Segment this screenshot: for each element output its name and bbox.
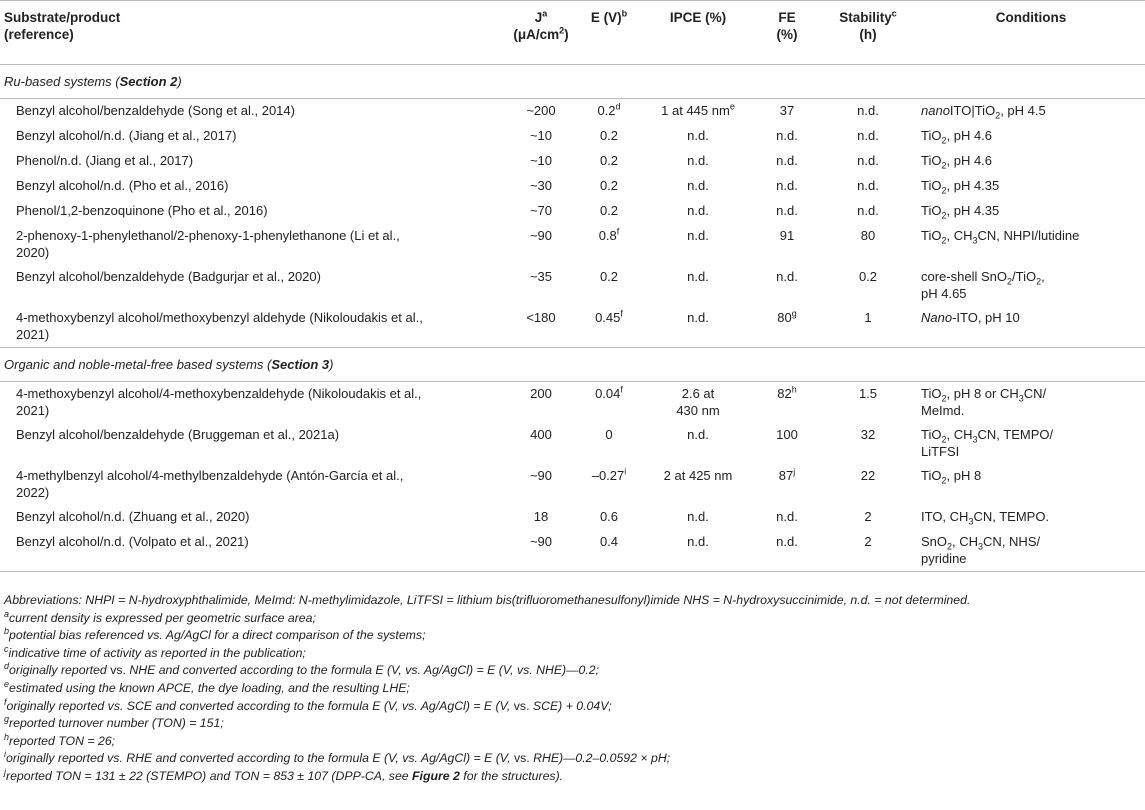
header-substrate: Substrate/product (reference) bbox=[0, 1, 505, 65]
header-stability: Stability$^c$ (h) bbox=[819, 1, 917, 65]
table-row: 4-methoxybenzyl alcohol/4-methoxybenzaldehyde (Nikoloudakis et al., 2021) 200 0.04$^f$ 2.6 at 430 nm 82$^h$ 1.5 TiO$_2$, pH 8 or $CH_3CN/$ MeImd. bbox=[16, 384, 1047, 418]
table-row: 4-methylbenzyl alcohol/4-methylbenzaldehyde (Antón-García et al., 2022) ~90 –0.27$^i$ 2 at 425 nm 87$^j$ 22 TiO$_2$, pH 8 bbox=[16, 466, 982, 500]
table-row: Benzyl alcohol/n.d. (Pho et al., 2016) ~30 0.2 n.d. n.d. n.d. TiO$_2$, pH 4.35 bbox=[16, 178, 1000, 196]
table-row: 2-phenoxy-1-phenylethanol/2-phenoxy-1-phenylethanone (Li et al., 2020) ~90 0.8$^f$ n.d. 91 80 TiO$_2$, $CH_3CN$, NHPI/lutidine bbox=[16, 226, 1080, 260]
table-row: Benzyl alcohol/benzaldehyde (Bruggeman et al., 2021a) 400 0 n.d. 100 32 TiO$_2$, $CH_3CN$, TEMPO/ LiTFSI bbox=[16, 427, 1054, 459]
footnote-b: $^b$potential bias referenced vs. Ag/AgCl for a direct comparison of the systems; bbox=[4, 626, 426, 643]
footnote-j: $^j$reported TON = 131 ± 22 (STEMPO) and TON = 853 ± 107 (DPP-CA, see Figure 2 for the structures). bbox=[4, 766, 564, 783]
footnote-d: $^d$originally reported vs. NHE and converted according to the formula E (V, vs. Ag/AgCl) = E (V, vs. NHE)—0.2; bbox=[4, 661, 599, 678]
table-row: Benzyl alcohol/n.d. (Jiang et al., 2017) ~10 0.2 n.d. n.d. n.d. TiO$_2$, pH 4.6 bbox=[16, 128, 993, 146]
footnote-c: $^c$indicative time of activity as reported in the publication; bbox=[4, 643, 306, 660]
header-ipce: IPCE (%) bbox=[641, 1, 755, 65]
header-row bbox=[0, 1, 1145, 65]
table-footnotes bbox=[4, 592, 1139, 786]
footnote-h: $^h$reported TON = 26; bbox=[4, 731, 116, 748]
figure-2-link[interactable]: Figure 2 bbox=[412, 768, 460, 783]
footnote-f: $^f$originally reported vs. SCE and converted according to the formula E (V, vs. Ag/AgCl) = E (V, vs. SCE) + 0.04V; bbox=[4, 696, 612, 713]
footnote-a: $^a$current density is expressed per geometric surface area; bbox=[4, 608, 316, 625]
table-row: Phenol/n.d. (Jiang et al., 2017) ~10 0.2 n.d. n.d. n.d. TiO$_2$, pH 4.6 bbox=[16, 153, 993, 171]
table-row: Benzyl alcohol/n.d. (Volpato et al., 2021) ~90 0.4 n.d. n.d. 2 SnO$_2$, $CH_3CN$, NHS/ pyridine bbox=[0, 530, 1145, 572]
table-row: Benzyl alcohol/benzaldehyde (Song et al., 2014) ~200 0.2$^d$ 1 at 445 $nm^e$ 37 n.d. nanoITO|TiO$_2$, pH 4.5 bbox=[16, 101, 1046, 121]
section-row-ru: Ru-based systems (Section 2) bbox=[0, 65, 1145, 99]
section-row-organic: Organic and noble-metal-free based systems (Section 3) bbox=[0, 348, 1145, 382]
footnote-abbreviations: Abbreviations: NHPI = N-hydroxyphthalimide, MeImd: N-methylimidazole, LiTFSI = lithium bis(trifluoromethanesulfonyl)imide NHS = N-hydroxysuccinimide, n.d. = not determined. bbox=[4, 593, 971, 607]
table-row: Phenol/1,2-benzoquinone (Pho et al., 2016) ~70 0.2 n.d. n.d. n.d. TiO$_2$, pH 4.35 bbox=[16, 203, 1000, 221]
header-conditions: Conditions bbox=[917, 1, 1145, 65]
header-e: E $(V)^b$ bbox=[577, 1, 641, 65]
footnote-g: $^g$reported turnover number (TON) = 151; bbox=[4, 714, 224, 731]
table-row: 4-methoxybenzyl alcohol/methoxybenzyl aldehyde (Nikoloudakis et al., 2021) <180 0.45$^f$ n.d. 80$^g$ 1 Nano-ITO, pH 10 bbox=[0, 306, 1145, 348]
header-j: $J^a$ $(\mu A/cm^2)$ bbox=[505, 1, 577, 65]
table-row: Benzyl alcohol/benzaldehyde (Badgurjar et al., 2020) ~35 0.2 n.d. n.d. 0.2 core-shell SnO$_2$/TiO$_2$, pH 4.65 bbox=[16, 269, 1045, 301]
footnote-i: $^i$originally reported vs. RHE and converted according to the formula E (V, vs. Ag/AgCl) = E (V, vs. RHE)—0.2–0.0592 × pH; bbox=[4, 749, 671, 766]
footnote-e: $^e$estimated using the known APCE, the dye loading, and the resulting LHE; bbox=[4, 678, 410, 695]
header-fe: FE (%) bbox=[755, 1, 819, 65]
table-row: Benzyl alcohol/n.d. (Zhuang et al., 2020) 18 0.6 n.d. n.d. 2 ITO, $CH_3CN$, TEMPO. bbox=[16, 509, 1050, 527]
